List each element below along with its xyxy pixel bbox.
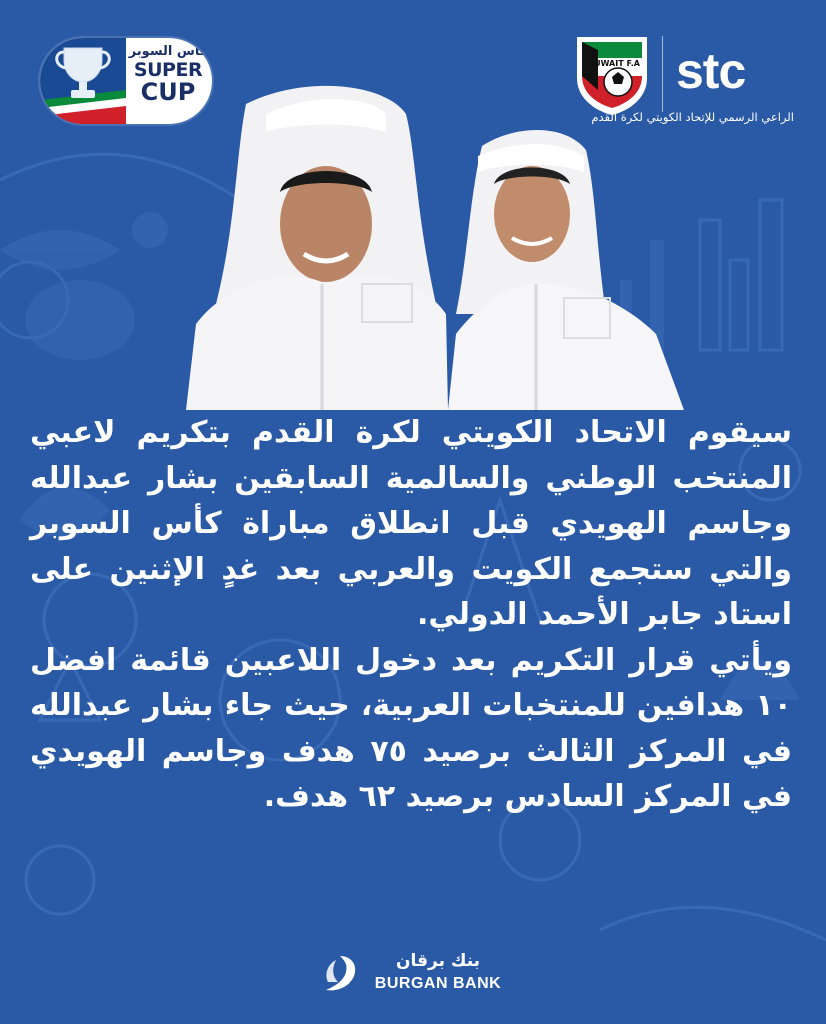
trophy-icon [40,38,126,124]
right-man-figure [448,130,684,410]
burgan-bank-logo [318,950,518,1002]
burgan-bank-logo-icon [318,952,362,996]
sponsor-caption: الراعي الرسمي للإتحاد الكويتي لكرة القدم [591,110,794,124]
trophy-badge [40,38,126,124]
kfa-badge-label: KUWAIT F.A [588,59,640,68]
article-paragraph-1: سيقوم الاتحاد الكويتي لكرة القدم بتكريم لاعبي المنتخب الوطني والسالمية السابقين بشار عبدالله وجاسم الهويدي قبل انطلاق مباراة كأس السوبر والتي ستجمع الكويت والعربي بعد غدٍ الإثنين على استاد جابر الأحمد الدولي. [30,415,792,632]
two-men-photo [186,84,684,410]
players-photo [186,84,684,410]
article-paragraph-2: ويأتي قرار التكريم بعد دخول اللاعبين قائمة افضل ١٠ هدافين للمنتخبات العربية، حيث جاء بشار عبدالله في المركز الثالث برصيد ٧٥ هدف وجاسم الهويدي في المركز السادس برصيد ٦٢ هدف. [30,642,792,814]
cup-title-arabic: كأس السوبر [128,44,208,59]
bank-name-arabic: بنك برقان [395,951,481,971]
article-body [30,410,792,820]
cup-title-super: SUPER [133,59,203,81]
cup-title-cup: CUP [140,78,196,106]
left-man-figure [186,86,448,410]
bank-name-english: BURGAN BANK [374,975,502,992]
stc-logo: stc [676,43,746,99]
